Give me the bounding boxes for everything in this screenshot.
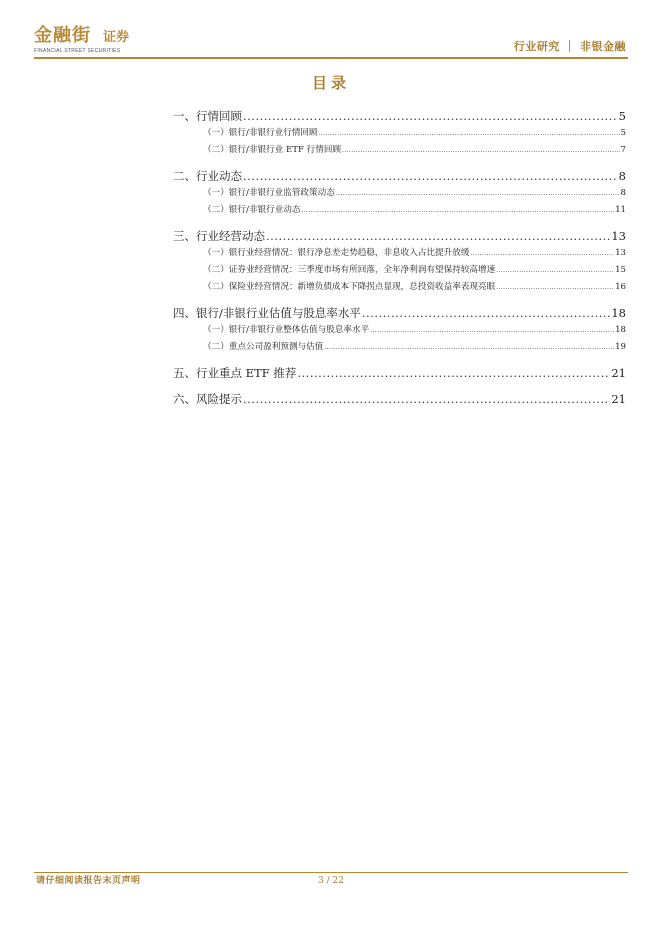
- toc-leader-dots: [243, 391, 610, 408]
- toc-leader-dots: [324, 339, 614, 356]
- toc-entry-page: 18: [611, 306, 626, 320]
- toc-spacer: [173, 356, 626, 365]
- toc-entry-label: （一）银行/非银行业行情回顾: [203, 128, 318, 138]
- toc-entry-label: 四、银行/非银行业估值与股息率水平: [173, 306, 361, 320]
- toc-subentry[interactable]: [173, 185, 626, 202]
- toc-entry[interactable]: [173, 168, 626, 185]
- toc-entry-page: 15: [615, 265, 626, 275]
- toc-leader-dots: [496, 279, 614, 296]
- toc-entry-label: （二）证券业经营情况：三季度市场有所回落，全年净利润有望保持较高增速: [203, 265, 496, 275]
- toc-subentry[interactable]: [173, 125, 626, 142]
- toc-subentry[interactable]: [173, 322, 626, 339]
- toc-entry-page: 8: [620, 188, 626, 198]
- toc-subentry[interactable]: [173, 202, 626, 219]
- table-of-contents: [173, 108, 626, 408]
- report-section-label: 行业研究 ｜ 非银金融: [513, 40, 626, 53]
- toc-spacer: [173, 219, 626, 228]
- toc-subentry[interactable]: [173, 279, 626, 296]
- company-logo: [34, 26, 144, 56]
- logo-suffix-text: 证券: [103, 30, 130, 45]
- toc-subentry[interactable]: [173, 339, 626, 356]
- toc-entry-page: 13: [615, 248, 626, 258]
- toc-entry-page: 5: [620, 128, 626, 138]
- toc-subentry[interactable]: [173, 245, 626, 262]
- toc-entry-label: （二）银行/非银行业动态: [203, 205, 301, 215]
- toc-subentry[interactable]: [173, 262, 626, 279]
- toc-leader-dots: [362, 305, 610, 322]
- toc-entry-page: 13: [611, 229, 626, 243]
- footer-divider: [34, 872, 628, 873]
- toc-spacer: [173, 159, 626, 168]
- toc-entry-label: 六、风险提示: [173, 392, 242, 406]
- toc-leader-dots: [370, 322, 614, 339]
- toc-leader-dots: [336, 185, 620, 202]
- page-number: 3 / 22: [318, 876, 344, 886]
- toc-leader-dots: [301, 202, 614, 219]
- toc-leader-dots: [243, 168, 618, 185]
- toc-entry-label: （一）银行/非银行业整体估值与股息率水平: [203, 325, 370, 335]
- toc-leader-dots: [319, 125, 620, 142]
- toc-entry-label: 五、行业重点 ETF 推荐: [173, 366, 297, 380]
- toc-leader-dots: [266, 228, 610, 245]
- toc-leader-dots: [297, 365, 610, 382]
- toc-entry[interactable]: [173, 305, 626, 322]
- toc-entry[interactable]: [173, 228, 626, 245]
- header-divider: [34, 57, 628, 59]
- toc-title: 目录: [311, 74, 350, 92]
- toc-spacer: [173, 382, 626, 391]
- toc-entry-page: 8: [618, 169, 626, 183]
- toc-leader-dots: [342, 142, 619, 159]
- logo-english-text: FINANCIAL STREET SECURITIES: [34, 48, 121, 54]
- toc-entry-page: 21: [611, 392, 626, 406]
- toc-entry-label: 一、行情回顾: [173, 109, 242, 123]
- toc-entry[interactable]: [173, 365, 626, 382]
- toc-entry-page: 18: [615, 325, 626, 335]
- toc-entry-label: （一）银行业经营情况：银行净息差走势趋稳，非息收入占比提升放缓: [203, 248, 470, 258]
- logo-main-text: 金融街: [34, 25, 91, 46]
- footer-disclaimer: 请仔细阅读报告末页声明: [36, 876, 141, 886]
- toc-entry-label: （二）保险业经营情况：新增负债成本下降拐点显现，总投资收益率表现亮眼: [203, 282, 496, 292]
- toc-entry-label: 三、行业经营动态: [173, 229, 265, 243]
- toc-entry-label: （二）银行/非银行业 ETF 行情回顾: [203, 145, 342, 155]
- toc-entry-page: 16: [615, 282, 626, 292]
- toc-leader-dots: [243, 108, 618, 125]
- toc-entry-page: 7: [620, 145, 626, 155]
- toc-leader-dots: [496, 262, 614, 279]
- toc-entry-page: 21: [611, 366, 626, 380]
- toc-entry[interactable]: [173, 108, 626, 125]
- toc-entry-label: 二、行业动态: [173, 169, 242, 183]
- toc-leader-dots: [470, 245, 614, 262]
- toc-entry-page: 11: [615, 205, 626, 215]
- toc-entry-page: 19: [615, 342, 626, 352]
- toc-entry-label: （一）银行/非银行业监管政策动态: [203, 188, 335, 198]
- toc-entry[interactable]: [173, 391, 626, 408]
- toc-spacer: [173, 296, 626, 305]
- toc-subentry[interactable]: [173, 142, 626, 159]
- toc-entry-label: （二）重点公司盈利预测与估值: [203, 342, 324, 352]
- toc-entry-page: 5: [618, 109, 626, 123]
